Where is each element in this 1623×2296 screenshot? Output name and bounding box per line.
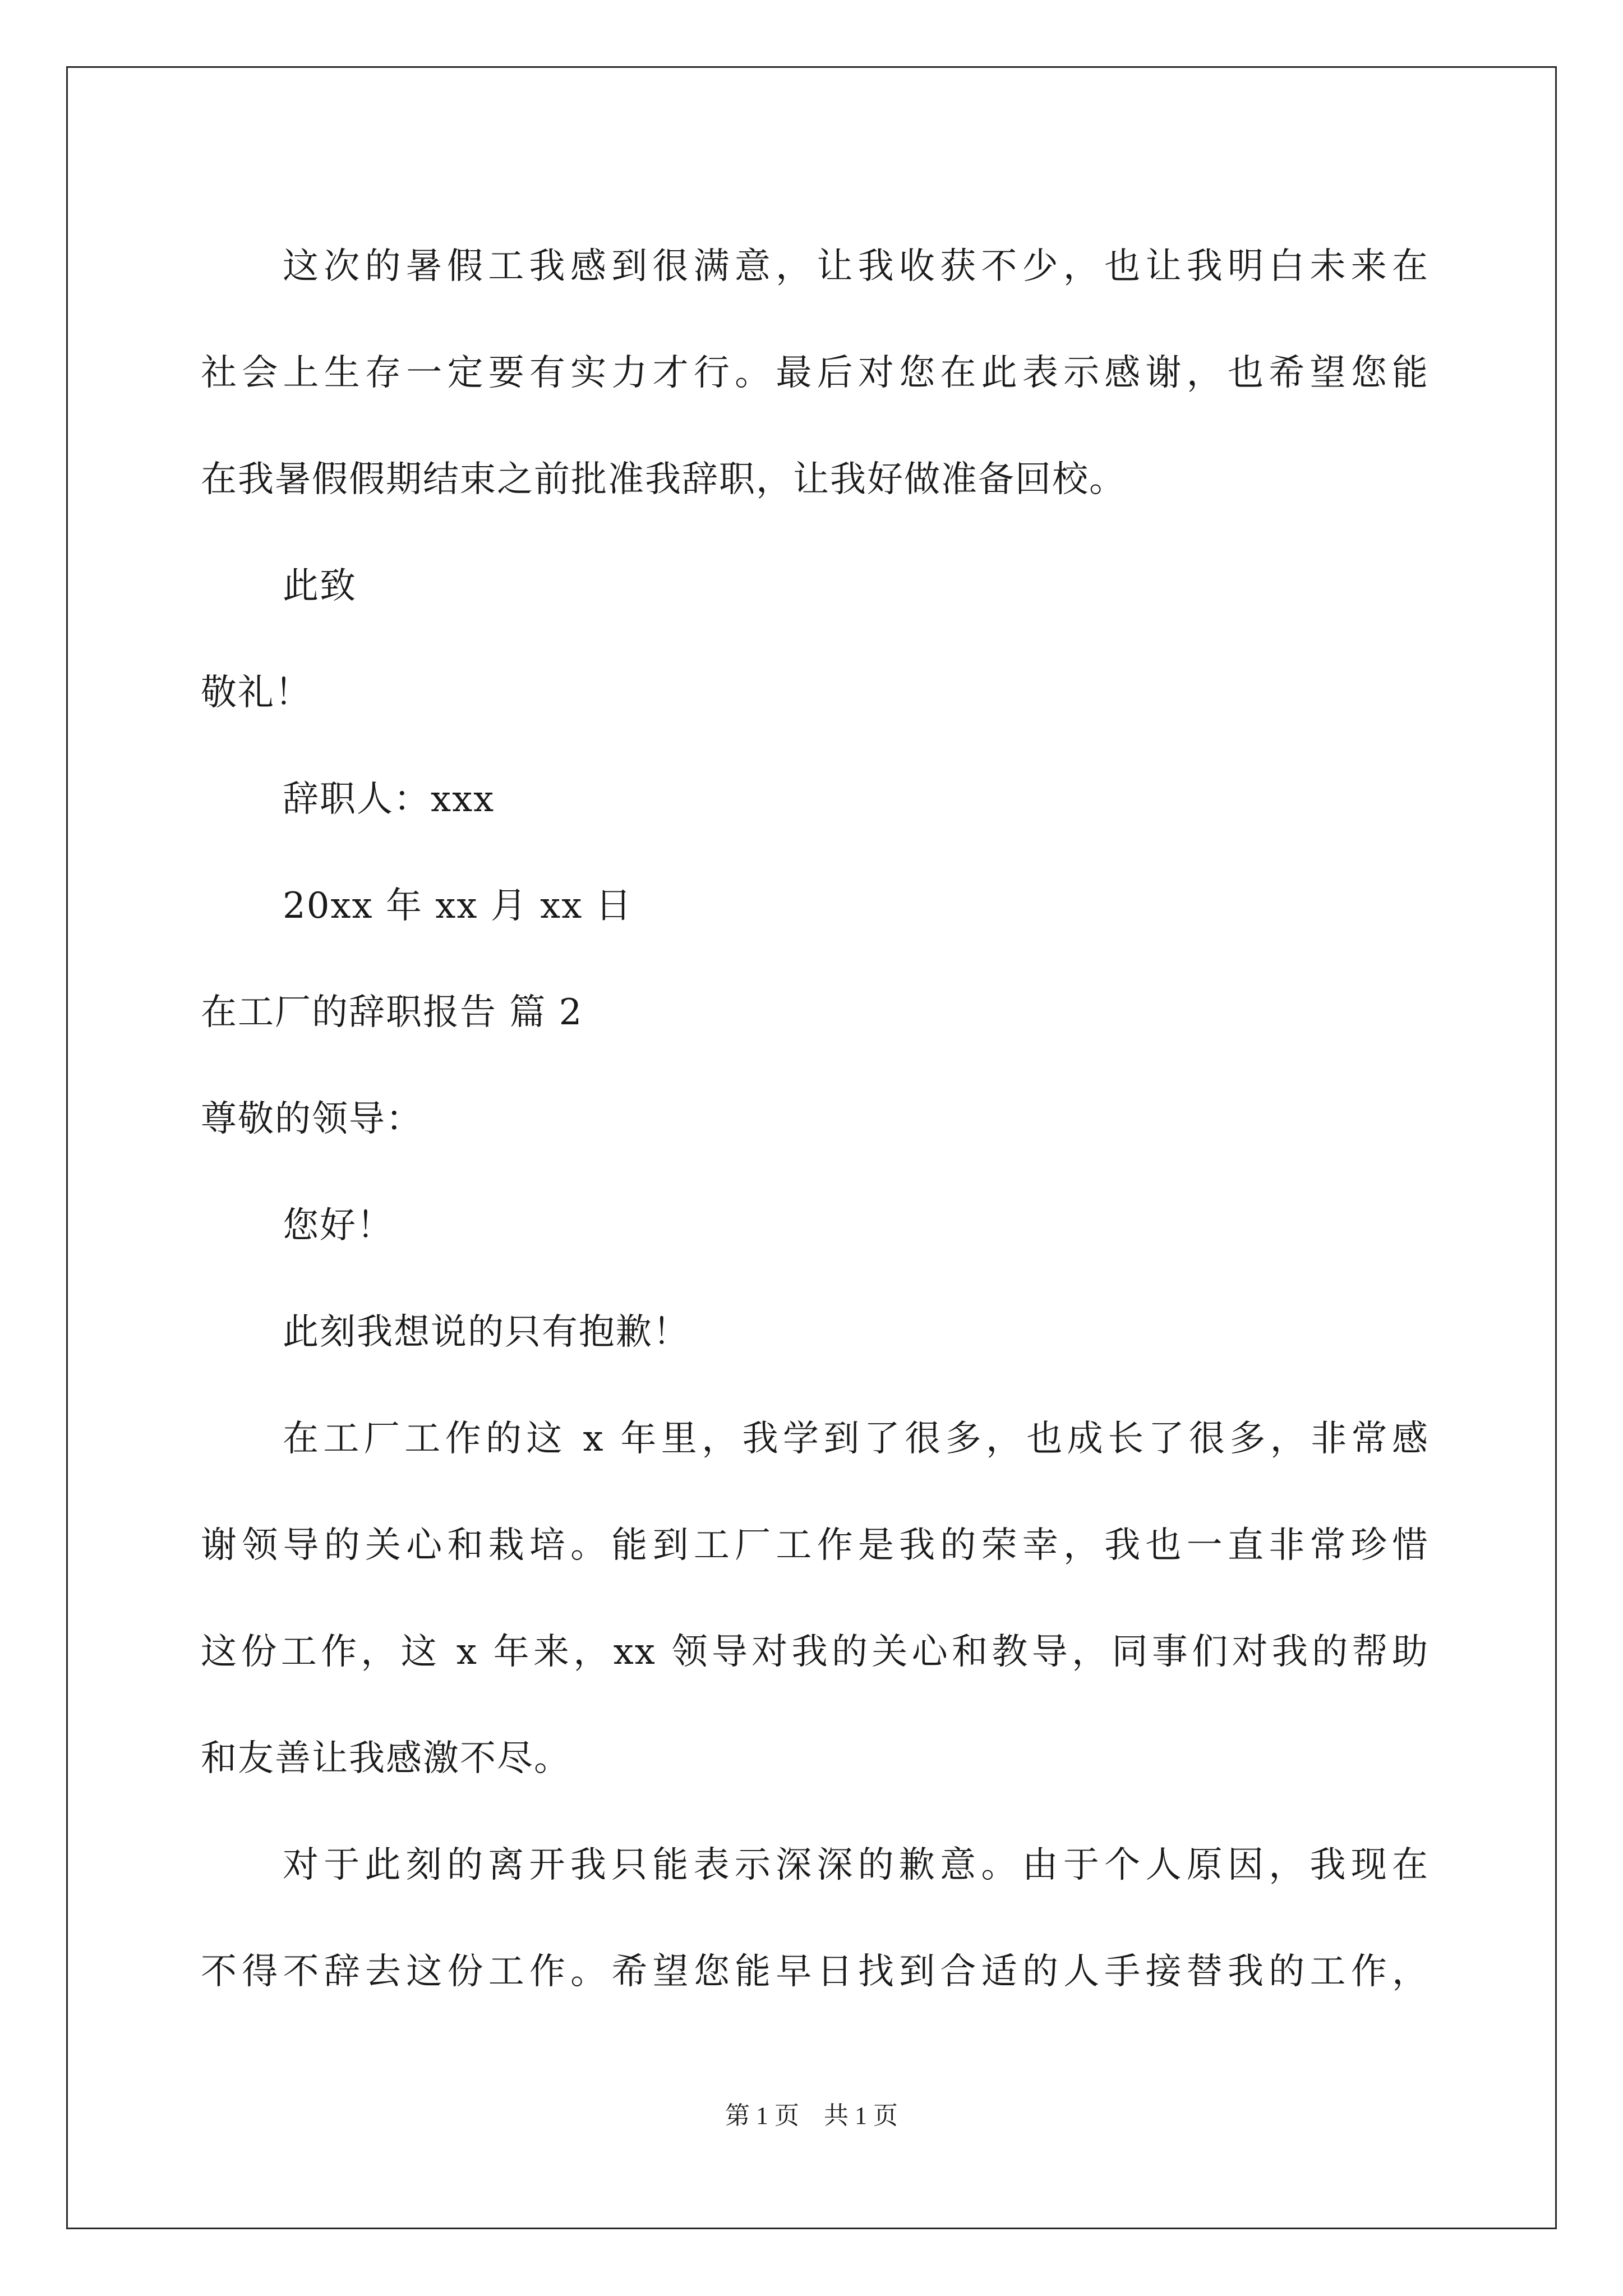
paragraph-line: 谢领导的关心和栽培。能到工厂工作是我的荣幸，我也一直非常珍惜 <box>201 1525 1429 1566</box>
date-line: 20xx 年 xx 月 xx 日 <box>283 885 633 927</box>
paragraph-line: 这次的暑假工我感到很满意，让我收获不少，也让我明白未来在 <box>283 246 1429 287</box>
paragraph-line: 社会上生存一定要有实力才行。最后对您在此表示感谢，也希望您能 <box>201 352 1429 394</box>
signature-line: 辞职人：xxx <box>283 779 495 820</box>
paragraph-line: 这份工作，这 x 年来，xx 领导对我的关心和教导，同事们对我的帮助 <box>201 1631 1429 1673</box>
page-footer: 第 1 页 共 1 页 <box>725 2102 898 2129</box>
paragraph-line: 不得不辞去这份工作。希望您能早日找到合适的人手接替我的工作， <box>201 1951 1429 1993</box>
greeting-line: 您好！ <box>283 1205 394 1246</box>
paragraph-line: 对于此刻的离开我只能表示深深的歉意。由于个人原因，我现在 <box>283 1844 1429 1886</box>
greeting-line: 尊敬的领导： <box>201 1098 423 1140</box>
paragraph-line: 此刻我想说的只有抱歉！ <box>283 1312 690 1353</box>
section-title: 在工厂的辞职报告 篇 2 <box>201 992 583 1033</box>
salutation-line: 敬礼！ <box>201 672 312 714</box>
paragraph-line: 在我暑假假期结束之前批准我辞职，让我好做准备回校。 <box>201 459 1126 500</box>
paragraph-line: 在工厂工作的这 x 年里，我学到了很多，也成长了很多，非常感 <box>283 1418 1429 1460</box>
paragraph-line: 和友善让我感激不尽。 <box>201 1738 571 1779</box>
document-body <box>201 213 1429 2025</box>
closing-line: 此致 <box>283 565 357 607</box>
